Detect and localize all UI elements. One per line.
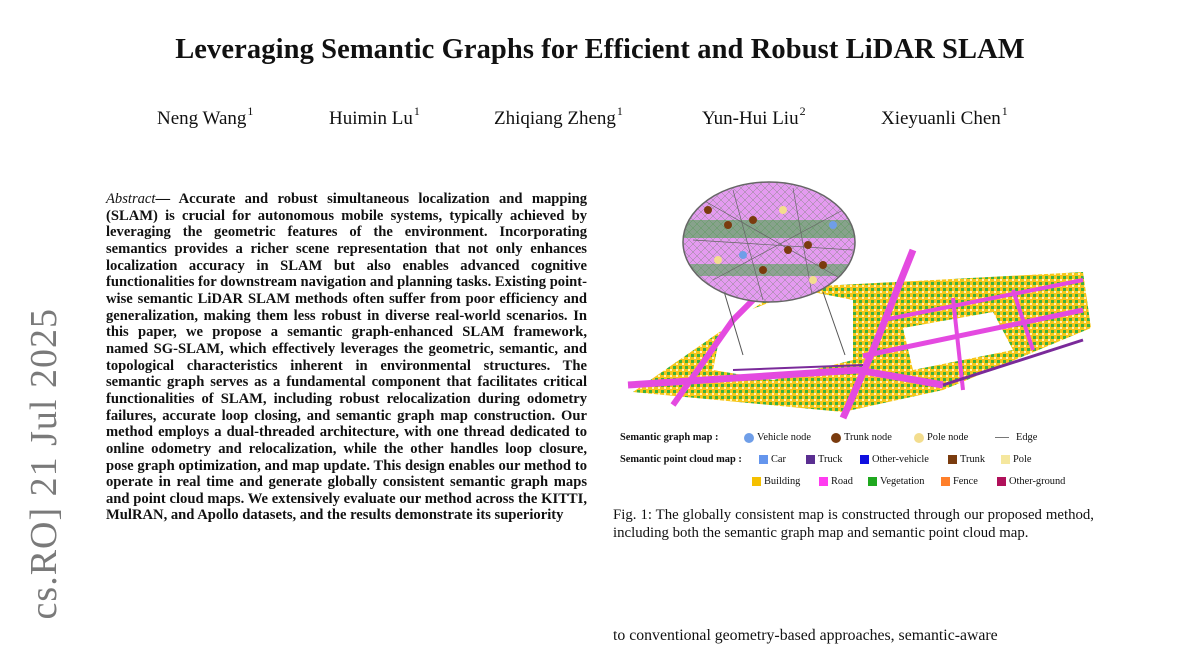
author-affiliation: 1: [616, 104, 623, 118]
legend-truck: [806, 454, 842, 465]
road-swatch-icon: [819, 477, 828, 486]
building-swatch-icon: [752, 477, 761, 486]
legend-label: Truck: [818, 454, 843, 465]
legend-label: Pole node: [927, 432, 969, 443]
legend-label: Trunk node: [844, 432, 892, 443]
legend-cloud-title: Semantic point cloud map :: [620, 454, 742, 465]
body-paragraph: to conventional geometry-based approaches, semantic-aware: [613, 627, 998, 644]
author-5: [881, 104, 1008, 130]
author-3: [494, 104, 623, 130]
abstract-text: Accurate and robust simultaneous localization and mapping (SLAM) is crucial for autonomous mobile systems, typically achieved by leveraging the geometric features of the environment. Incorporating semantics provides a richer scene representation that not only enhances localization accuracy in SLAM but also enables advanced cognitive functionalities for downstream navigation and planning tasks. Existing point-wise semantic LiDAR SLAM methods often suffer from poor efficiency and generalization, making them less robust in diverse real-world scenarios. In this paper, we propose a semantic graph-enhanced SLAM framework, named SG-SLAM, which effectively leverages the geometric, semantic, and topological characteristics inherent in environmental structures. The semantic graph serves as a fundamental component that facilitates critical functionalities of SLAM, including robust relocalization during odometry failures, accurate loop closing, and semantic graph map construction. Our method employs a dual-threaded architecture, with one thread dedicated to online odometry and relocalization, while the other handles loop closure, pose graph optimization, and map update. This design enables our method to operate in real time and generate globally consistent semantic graph maps and point cloud maps. We extensively evaluate our method across the KITTI, MulRAN, and Apollo datasets, and the results demonstrate its superiority: [106, 191, 588, 524]
arxiv-watermark: cs.RO] 21 Jul 2025: [23, 308, 65, 620]
abstract-lead: Abstract: [106, 191, 156, 207]
abstract-separator: —: [155, 191, 171, 207]
author-name: Xieyuanli Chen: [881, 108, 1001, 129]
legend-label: Vegetation: [880, 476, 925, 487]
paper-title: Leveraging Semantic Graphs for Efficient and Robust LiDAR SLAM: [175, 34, 1025, 65]
legend-pole: [1001, 454, 1031, 465]
vehicle-node-dot-icon: [744, 433, 754, 443]
other-ground-swatch-icon: [997, 477, 1006, 486]
legend-other-vehicle: [860, 454, 929, 465]
trunk-node-dot-icon: [831, 433, 841, 443]
legend-pole-node: [914, 432, 968, 443]
legend-label: Car: [771, 454, 787, 465]
legend-label: Building: [764, 476, 801, 487]
author-2: [329, 104, 420, 130]
fence-swatch-icon: [941, 477, 950, 486]
semantic-map-image: [613, 180, 1103, 430]
pole-node-dot-icon: [914, 433, 924, 443]
pole-swatch-icon: [1001, 455, 1010, 464]
legend-label: Trunk: [960, 454, 986, 465]
author-name: Neng Wang: [157, 108, 247, 129]
legend-label: Road: [831, 476, 853, 487]
author-4: [702, 104, 806, 130]
legend-label: Fence: [953, 476, 978, 487]
other-vehicle-swatch-icon: [860, 455, 869, 464]
truck-swatch-icon: [806, 455, 815, 464]
legend-vehicle-node: [744, 432, 811, 443]
legend-building: [752, 476, 800, 487]
legend-other-ground: [997, 476, 1065, 487]
author-list: [0, 104, 1200, 134]
legend-vegetation: [868, 476, 924, 487]
abstract-paragraph: [106, 191, 587, 524]
legend-label: Vehicle node: [757, 432, 811, 443]
figure-caption: Fig. 1: The globally consistent map is constructed through our proposed method, including both the semantic graph map and semantic point cloud map.: [613, 507, 1094, 541]
legend-trunk: [948, 454, 985, 465]
author-name: Huimin Lu: [329, 108, 413, 129]
legend-graph-title: Semantic graph map :: [620, 432, 719, 443]
legend-edge: [995, 432, 1037, 443]
legend-label: Other-vehicle: [872, 454, 929, 465]
edge-line-icon: [995, 437, 1009, 438]
legend-road: [819, 476, 853, 487]
legend-label: Edge: [1016, 432, 1038, 443]
legend-fence: [941, 476, 978, 487]
trunk-swatch-icon: [948, 455, 957, 464]
car-swatch-icon: [759, 455, 768, 464]
author-name: Yun-Hui Liu: [702, 108, 799, 129]
vegetation-swatch-icon: [868, 477, 877, 486]
author-affiliation: 1: [247, 104, 254, 118]
author-affiliation: 1: [413, 104, 420, 118]
author-name: Zhiqiang Zheng: [494, 108, 616, 129]
legend-label: Other-ground: [1009, 476, 1066, 487]
author-affiliation: 1: [1001, 104, 1008, 118]
legend-car: [759, 454, 786, 465]
legend-trunk-node: [831, 432, 892, 443]
author-1: [157, 104, 253, 130]
legend-label: Pole: [1013, 454, 1032, 465]
author-affiliation: 2: [799, 104, 806, 118]
